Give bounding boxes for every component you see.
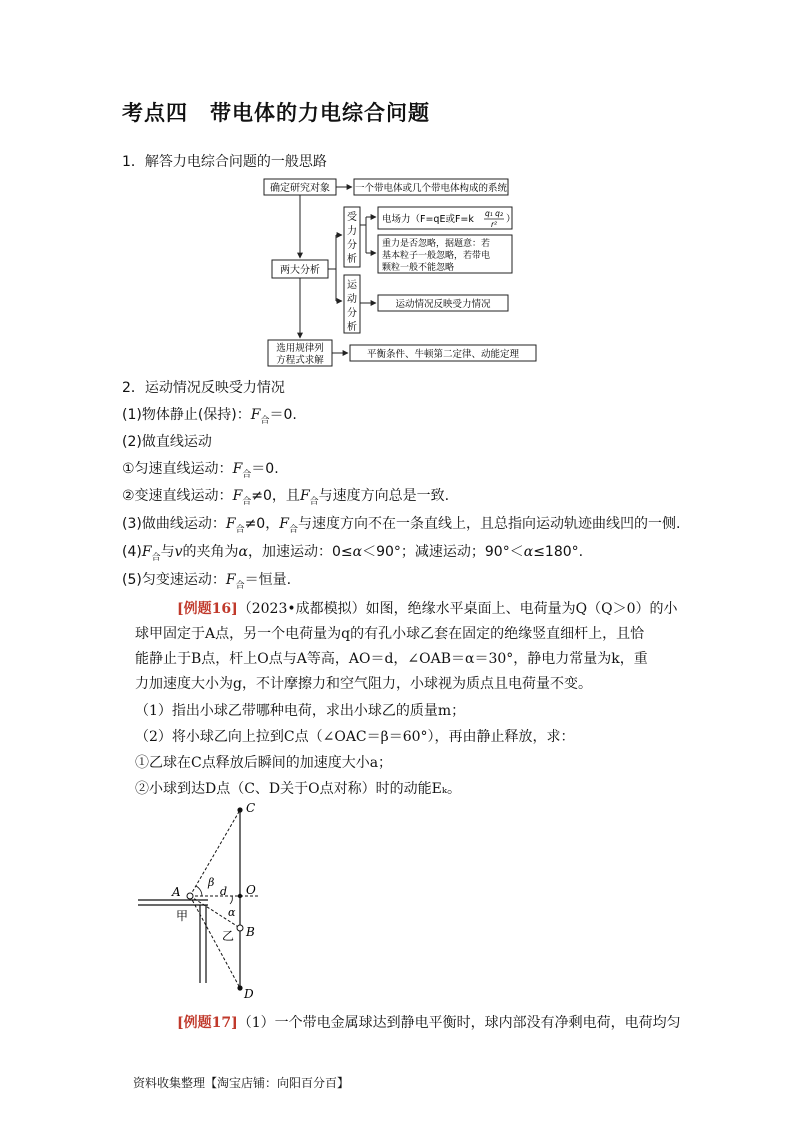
electric-frac-num: q₁ q₂: [485, 209, 503, 218]
example16-q1: （1）指出小球乙带哪种电荷，求出小球乙的质量m；: [135, 703, 466, 719]
box-two-analyses-label: 两大分析: [280, 265, 320, 276]
motion-char-3: 分: [347, 308, 357, 319]
flowchart: [260, 175, 560, 370]
ball-A: [187, 893, 193, 899]
example16-line-1: [例题16]（2023•成都模拟）如图，绝缘水平桌面上、电荷量为Q（Q＞0）的小: [177, 601, 678, 617]
law-desc-label: 平衡条件、牛顿第二定律、动能定理: [366, 349, 520, 360]
ball-B: [237, 925, 243, 931]
example16-q2-1: ①乙球在C点释放后瞬间的加速度大小a；: [135, 755, 393, 771]
force-char-1: 受: [347, 212, 357, 223]
label-yi: 乙: [222, 929, 235, 943]
section-heading-2: 2．运动情况反映受力情况: [122, 380, 285, 396]
section-heading-1: 1．解答力电综合问题的一般思路: [122, 154, 327, 170]
electric-frac-den: r²: [490, 220, 498, 229]
item-3: ①匀速直线运动：$F_合=0$.: [122, 461, 279, 480]
box-research-object-label: 确定研究对象: [270, 183, 330, 194]
item-6: $(4)F_合$与v的夹角为α，加速运动：0≤α＜90°；减速运动；90°＜α≤180°.: [122, 544, 584, 563]
box-choose-law-2: 方程式求解: [276, 355, 324, 366]
item-7: (5)匀变速运动：$F_合=$恒量.: [122, 572, 292, 591]
example16-line-2: 球甲固定于A点，另一个电荷量为q的有孔小球乙套在固定的绝缘竖直细杆上，且恰: [135, 626, 645, 642]
example16-q2-2: ②小球到达D点（C、D关于O点对称）时的动能Eₖ。: [135, 781, 461, 797]
page-title: 考点四 带电体的力电综合问题: [122, 101, 430, 125]
point-D: [237, 985, 242, 990]
gravity-note-2: 基本粒子一般忽略，若带电: [382, 251, 491, 261]
example16-q2: （2）将小球乙向上拉到C点（∠OAC＝β＝60°），再由静止释放，求：: [135, 729, 575, 745]
force-char-4: 析: [347, 254, 357, 265]
force-char-3: 分: [347, 240, 357, 251]
label-alpha: α: [228, 906, 236, 919]
svg-text:）: ）: [506, 214, 516, 225]
electric-force-label: 电场力（F=qE或F=k: [382, 214, 474, 225]
example16-tag: [例题16]: [177, 601, 238, 617]
example17-line-1: [例题17]（1）一个带电金属球达到静电平衡时，球内部没有净剩电荷，电荷均匀: [177, 1015, 681, 1031]
physics-figure: [134, 798, 274, 1003]
motion-note-label: 运动情况反映受力情况: [395, 299, 491, 310]
example17-tag: [例题17]: [177, 1015, 238, 1031]
item-5: (3)做曲线运动：$F_合\ne 0$，$F_合$与速度方向不在一条直线上，且总指向运动轨迹曲线凹的一侧.: [122, 516, 681, 535]
force-char-2: 力: [347, 226, 357, 237]
label-O: O: [246, 883, 256, 897]
example16-line-4: 力加速度大小为g，不计摩擦力和空气阻力，小球视为质点且电荷量不变。: [135, 676, 592, 692]
label-d: d: [220, 885, 228, 898]
label-C: C: [246, 801, 256, 815]
box-choose-law-1: 选用规律列: [276, 343, 324, 354]
footer-note: 资料收集整理【淘宝店铺：向阳百分百】: [133, 1076, 350, 1090]
point-O: [238, 894, 242, 898]
item-2: (2)做直线运动: [122, 434, 212, 450]
label-B: B: [246, 925, 255, 939]
object-desc-label: 一个带电体或几个带电体构成的系统: [354, 183, 508, 194]
item-4: ②变速直线运动：$F_合\ne 0$，且$F_合$与速度方向总是一致.: [122, 488, 450, 507]
label-beta: β: [208, 876, 215, 889]
example16-line-3: 能静止于B点，杆上O点与A等高，AO＝d，∠OAB＝α＝30°，静电力常量为k，重: [135, 651, 648, 667]
gravity-note-3: 颗粒一般不能忽略: [382, 263, 455, 273]
item-1: (1)物体静止(保持)：$F_合=0$.: [122, 407, 297, 426]
motion-char-2: 动: [347, 294, 357, 305]
gravity-note-1: 重力是否忽略，据题意：若: [382, 239, 491, 249]
label-A: A: [172, 885, 181, 899]
motion-char-1: 运: [347, 280, 357, 291]
label-jia: 甲: [176, 909, 189, 923]
motion-char-4: 析: [347, 322, 357, 333]
label-D: D: [244, 987, 254, 1001]
point-C: [237, 807, 242, 812]
